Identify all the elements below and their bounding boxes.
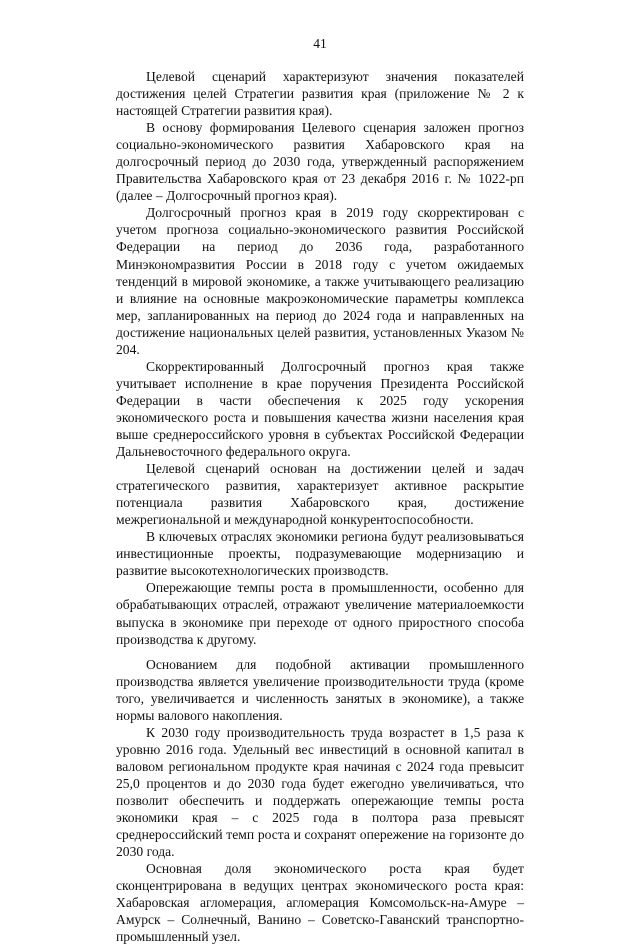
page-number: 41 (313, 36, 327, 51)
paragraph-presidential-order: Скорректированный Долгосрочный прогноз края также учитывает исполнение в крае поручения Президента Российской Федерации в части обеспечения к 2025 году ускорения экономического роста и повышения качества жизни населения края выше среднероссийского уровня в субъектах Российской Федерации Дальневосточного федерального округа. (116, 358, 524, 460)
paragraph-industry-growth: Опережающие темпы роста в промышленности, особенно для обрабатывающих отраслей, отражают увеличение материалоемкости выпуска в экономике при переходе от одного приростного способа производства к другому. (116, 580, 524, 647)
paragraph-forecast-adjustment: Долгосрочный прогноз края в 2019 году скорректирован с учетом прогноза социально-экономического развития Российской Федерации на период до 2036 года, разработанного Минэкономразвития России в 2018 году с учетом ожидаемых тенденций в мировой экономике, а также учитывающего реализацию и влияние на основные макроэкономические параметры комплекса мер, запланированных на период до 2024 года и направленных на достижение национальных целей развития, установленных Указом № 204. (116, 205, 524, 357)
paragraph-strategic-goals: Целевой сценарий основан на достижении целей и задач стратегического развития, характеризует активное раскрытие потенциала развития Хабаровского края, достижение межрегиональной и международной конкурентоспособности. (116, 461, 524, 528)
document-body (116, 68, 524, 945)
paragraph-forecast-basis: В основу формирования Целевого сценария заложен прогноз социально-экономического развития Хабаровского края на долгосрочный период до 2030 года, утвержденный распоряжением Правительства Хабаровского края от 23 декабря 2016 г. № 1022-рп (далее – Долгосрочный прогноз края). (116, 120, 524, 204)
paragraph-productivity-basis: Основанием для подобной активации промышленного производства является увеличение производительности труда (кроме того, увеличивается и численность занятых в экономике), а также нормы валового накопления. (116, 656, 524, 723)
paragraph-productivity-2030: К 2030 году производительность труда возрастет в 1,5 раза к уровню 2016 года. Удельный вес инвестиций в основной капитал в валовом региональном продукте края начиная с 2024 года превысит 25,0 процентов и до 2030 года будет ежегодно увеличиваться, что позволит обеспечить и поддержать опережающие темпы роста экономики края – с 2025 года в полтора раза превысят среднероссийский темп роста и сохранят опережение на горизонте до 2030 года. (116, 724, 524, 860)
paragraph-investment-projects: В ключевых отраслях экономики региона будут реализовываться инвестиционные проекты, подразумевающие модернизацию и развитие высокотехнологических производств. (116, 529, 524, 579)
paragraph-target-scenario-indicators: Целевой сценарий характеризуют значения показателей достижения целей Стратегии развития края (приложение № 2 к настоящей Стратегии развития края). (116, 69, 524, 119)
paragraph-growth-centers: Основная доля экономического роста края будет сконцентрирована в ведущих центрах экономического роста края: Хабаровская агломерация, агломерация Комсомольск-на-Амуре – Амурск – Солнечный, Ванино – Советско-Гаванский транспортно-промышленный узел. (116, 861, 524, 945)
